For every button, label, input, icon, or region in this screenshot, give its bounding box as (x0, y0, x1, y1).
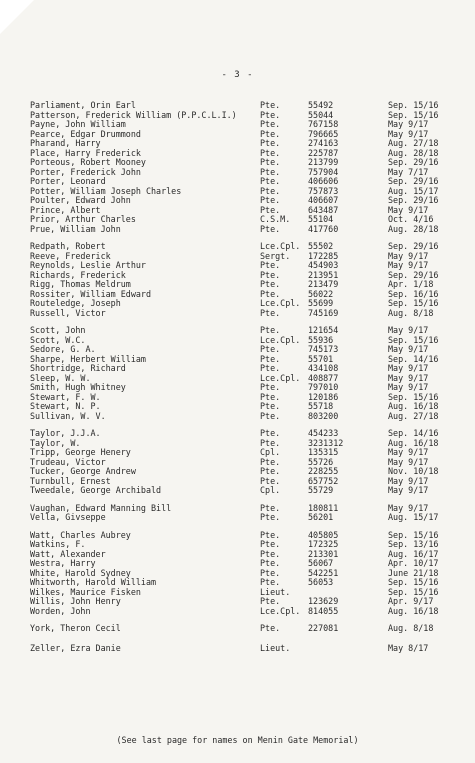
person-name: Pearce, Edgar Drummond (30, 128, 141, 139)
rank: Pte. (260, 363, 281, 373)
person-name: Wilkes, Maurice Fisken (30, 586, 141, 597)
rank: Pte. (260, 466, 281, 476)
service-number: 55936 (308, 334, 334, 345)
date-of-death: Sep. 15/16 (388, 586, 439, 597)
rank: Pte. (260, 548, 281, 559)
person-name: Smith, Hugh Whitney (30, 382, 126, 392)
rank: Lieut. (260, 586, 291, 597)
date-of-death: Apr. 9/17 (388, 596, 434, 606)
service-number: 56067 (308, 558, 334, 568)
service-number: 657752 (308, 475, 339, 486)
service-number: 796665 (308, 128, 339, 139)
person-name: Trudeau, Victor (30, 456, 106, 467)
service-number: 56053 (308, 577, 334, 587)
person-name: Porteous, Robert Mooney (30, 157, 146, 167)
name-group (30, 624, 470, 634)
date-of-death: Apr. 10/17 (388, 558, 439, 568)
person-name: Scott, W.C. (30, 334, 86, 345)
rank: Pte. (260, 512, 281, 522)
name-group (30, 504, 470, 523)
service-number: 56201 (308, 512, 334, 522)
service-number: 213799 (308, 157, 339, 167)
rank: Pte. (260, 195, 281, 205)
person-name: Taylor, W. (30, 437, 81, 448)
service-number: 213301 (308, 548, 339, 559)
date-of-death: Sep. 15/16 (388, 577, 439, 587)
person-name: Parliament, Orin Earl (30, 100, 136, 110)
person-name: Vaughan, Edward Manning Bill (30, 502, 172, 513)
person-name: Russell, Victor (30, 307, 106, 318)
person-name: Shortridge, Richard (30, 363, 126, 373)
service-number: 213951 (308, 269, 339, 280)
person-name: Prior, Arthur Charles (30, 214, 136, 224)
date-of-death: May 9/17 (388, 456, 429, 467)
service-number: 120186 (308, 391, 339, 402)
service-number: 228255 (308, 466, 339, 476)
date-of-death: May 9/17 (388, 372, 429, 383)
date-of-death: Sep. 15/16 (388, 334, 439, 345)
person-name: Turnbull, Ernest (30, 475, 111, 486)
service-number: 55492 (308, 100, 334, 110)
rank: Pte. (260, 344, 281, 354)
rank: Pte. (260, 147, 281, 158)
person-name: Zeller, Ezra Danie (30, 642, 121, 653)
rank: Pte. (260, 502, 281, 513)
rank: Pte. (260, 100, 281, 110)
rank: Lieut. (260, 642, 291, 653)
date-of-death: Sep. 14/16 (388, 353, 439, 364)
person-name: Tweedale, George Archibald (30, 485, 162, 495)
date-of-death: Sep. 29/16 (388, 269, 439, 280)
person-name: Scott, John (30, 325, 86, 335)
rank: Pte. (260, 428, 281, 438)
list-item (30, 513, 470, 523)
name-group (30, 326, 470, 421)
person-name: Reynolds, Leslie Arthur (30, 260, 146, 270)
person-name: Worden, John (30, 605, 91, 616)
rank: Lce.Cpl. (260, 605, 301, 616)
rank: Lce.Cpl. (260, 241, 301, 251)
rank: Pte. (260, 353, 281, 364)
service-number: 55701 (308, 353, 334, 364)
service-number: 643487 (308, 204, 339, 215)
rank: Pte. (260, 185, 281, 196)
date-of-death: May 9/17 (388, 475, 429, 486)
service-number: 757904 (308, 166, 339, 177)
date-of-death: May 9/17 (388, 204, 429, 215)
date-of-death: Aug. 16/18 (388, 437, 439, 448)
person-name: Watt, Charles Aubrey (30, 529, 131, 540)
rank: Pte. (260, 475, 281, 486)
rank: Pte. (260, 166, 281, 177)
name-group (30, 242, 470, 318)
rank: Lce.Cpl. (260, 372, 301, 383)
rank: Pte. (260, 269, 281, 280)
rank: Pte. (260, 279, 281, 289)
service-number: 55502 (308, 241, 334, 251)
date-of-death: May 9/17 (388, 382, 429, 392)
person-name: Stewart, F. W. (30, 391, 101, 402)
service-number: 180811 (308, 502, 339, 513)
service-number: 3231312 (308, 437, 344, 448)
person-name: Westra, Harry (30, 558, 96, 568)
rank: Pte. (260, 567, 281, 578)
person-name: Watt, Alexander (30, 548, 106, 559)
service-number: 405805 (308, 529, 339, 540)
person-name: Willis, John Henry (30, 596, 121, 606)
person-name: York, Theron Cecil (30, 623, 121, 633)
rank: Pte. (260, 456, 281, 467)
service-number: 757873 (308, 185, 339, 196)
date-of-death: Sep. 14/16 (388, 428, 439, 438)
rank: Pte. (260, 288, 281, 299)
date-of-death: May 9/17 (388, 485, 429, 495)
date-of-death: Aug. 15/17 (388, 512, 439, 522)
service-number: 227081 (308, 623, 339, 633)
date-of-death: May 9/17 (388, 260, 429, 270)
list-item (30, 644, 470, 654)
service-number: 803200 (308, 410, 339, 421)
list-item (30, 225, 470, 235)
date-of-death: Sep. 15/16 (388, 391, 439, 402)
service-number: 434108 (308, 363, 339, 373)
service-number: 814055 (308, 605, 339, 616)
date-of-death: Oct. 4/16 (388, 214, 434, 224)
person-name: Taylor, J.J.A. (30, 428, 101, 438)
rank: Pte. (260, 391, 281, 402)
date-of-death: Aug. 15/17 (388, 185, 439, 196)
date-of-death: Sep. 29/16 (388, 176, 439, 186)
date-of-death: Sep. 16/16 (388, 288, 439, 299)
person-name: Rossiter, William Edward (30, 288, 152, 299)
rank: Pte. (260, 204, 281, 215)
service-number: 745173 (308, 344, 339, 354)
person-name: Vella, Givseppe (30, 512, 106, 522)
rank: Pte. (260, 437, 281, 448)
service-number: 417760 (308, 223, 339, 234)
rank: Sergt. (260, 250, 291, 261)
list-item (30, 309, 470, 319)
date-of-death: Sep. 29/16 (388, 195, 439, 205)
date-of-death: Aug. 8/18 (388, 623, 434, 633)
service-number: 55718 (308, 401, 334, 411)
name-group (30, 644, 470, 654)
service-number: 55726 (308, 456, 334, 467)
footer-note: (See last page for names on Menin Gate Memorial) (116, 735, 359, 745)
date-of-death: May 7/17 (388, 166, 429, 177)
service-number: 55729 (308, 485, 334, 495)
person-name: Tripp, George Henery (30, 447, 131, 457)
person-name: Routeledge, Joseph (30, 298, 121, 308)
date-of-death: May 9/17 (388, 363, 429, 373)
rank: Pte. (260, 138, 281, 148)
list-item (30, 412, 470, 422)
date-of-death: Aug. 27/18 (388, 138, 439, 148)
rank: Pte. (260, 176, 281, 186)
date-of-death: May 9/17 (388, 128, 429, 139)
service-number: 745169 (308, 307, 339, 318)
person-name: White, Harold Sydney (30, 567, 131, 578)
rank: Lce.Cpl. (260, 298, 301, 308)
service-number: 123629 (308, 596, 339, 606)
rank: Pte. (260, 109, 281, 120)
rank: Pte. (260, 410, 281, 421)
list-item (30, 486, 470, 496)
service-number: 274163 (308, 138, 339, 148)
page-number: - 3 - (221, 70, 254, 80)
person-name: Rigg, Thomas Meldrum (30, 279, 131, 289)
rank: Pte. (260, 596, 281, 606)
person-name: Sharpe, Herbert William (30, 353, 146, 364)
date-of-death: Sep. 15/16 (388, 529, 439, 540)
person-name: Stewart, N. P. (30, 401, 101, 411)
service-number: 55044 (308, 109, 334, 120)
date-of-death: Aug. 28/18 (388, 223, 439, 234)
service-number: 172285 (308, 250, 339, 261)
person-name: Potter, William Joseph Charles (30, 185, 182, 196)
service-number: 55699 (308, 298, 334, 308)
service-number: 213479 (308, 279, 339, 289)
date-of-death: Aug. 8/18 (388, 307, 434, 318)
date-of-death: Sep. 15/16 (388, 100, 439, 110)
service-number: 172325 (308, 539, 339, 549)
rank: C.S.M. (260, 214, 291, 224)
date-of-death: May 9/17 (388, 447, 429, 457)
rank: Pte. (260, 325, 281, 335)
person-name: Porter, Frederick John (30, 166, 141, 177)
service-number: 406607 (308, 195, 339, 205)
date-of-death: May 9/17 (388, 502, 429, 513)
person-name: Whitworth, Harold William (30, 577, 157, 587)
person-name: Prue, William John (30, 223, 121, 234)
rank: Pte. (260, 401, 281, 411)
casualty-list (30, 101, 470, 661)
person-name: Reeve, Frederick (30, 250, 111, 261)
service-number: 121654 (308, 325, 339, 335)
person-name: Patterson, Frederick William (P.P.C.L.I.) (30, 109, 237, 120)
date-of-death: Aug. 16/17 (388, 548, 439, 559)
rank: Cpl. (260, 447, 281, 457)
rank: Pte. (260, 260, 281, 270)
service-number: 542251 (308, 567, 339, 578)
service-number: 55104 (308, 214, 334, 224)
date-of-death: May 9/17 (388, 325, 429, 335)
person-name: Watkins, F. (30, 539, 86, 549)
name-group (30, 429, 470, 496)
rank: Pte. (260, 577, 281, 587)
service-number: 767158 (308, 119, 339, 129)
rank: Pte. (260, 623, 281, 633)
rank: Pte. (260, 529, 281, 540)
folded-corner (0, 0, 34, 34)
person-name: Pharand, Harry (30, 138, 101, 148)
person-name: Richards, Frederick (30, 269, 126, 280)
rank: Pte. (260, 307, 281, 318)
rank: Pte. (260, 119, 281, 129)
date-of-death: Sep. 15/16 (388, 298, 439, 308)
service-number: 406606 (308, 176, 339, 186)
date-of-death: May 9/17 (388, 119, 429, 129)
date-of-death: Aug. 27/18 (388, 410, 439, 421)
list-item (30, 624, 470, 634)
rank: Cpl. (260, 485, 281, 495)
date-of-death: Sep. 15/16 (388, 109, 439, 120)
date-of-death: Aug. 16/18 (388, 401, 439, 411)
service-number: 797010 (308, 382, 339, 392)
date-of-death: May 8/17 (388, 642, 429, 653)
person-name: Sleep, W. W. (30, 372, 91, 383)
date-of-death: Aug. 28/18 (388, 147, 439, 158)
person-name: Redpath, Robert (30, 241, 106, 251)
person-name: Sullivan, W. V. (30, 410, 106, 421)
date-of-death: Apr. 1/18 (388, 279, 434, 289)
service-number: 408877 (308, 372, 339, 383)
person-name: Prince, Albert (30, 204, 101, 215)
service-number: 454233 (308, 428, 339, 438)
person-name: Porter, Leonard (30, 176, 106, 186)
person-name: Payne, John William (30, 119, 126, 129)
date-of-death: Sep. 13/16 (388, 539, 439, 549)
date-of-death: May 9/17 (388, 250, 429, 261)
rank: Pte. (260, 128, 281, 139)
person-name: Place, Harry Frederick (30, 147, 141, 158)
date-of-death: Sep. 29/16 (388, 157, 439, 167)
date-of-death: June 21/18 (388, 567, 439, 578)
service-number: 454903 (308, 260, 339, 270)
person-name: Poulter, Edward John (30, 195, 131, 205)
rank: Pte. (260, 382, 281, 392)
date-of-death: Sep. 29/16 (388, 241, 439, 251)
rank: Lce.Cpl. (260, 334, 301, 345)
rank: Pte. (260, 157, 281, 167)
date-of-death: Aug. 16/18 (388, 605, 439, 616)
person-name: Sedore, G. A. (30, 344, 96, 354)
list-item (30, 607, 470, 617)
service-number: 135315 (308, 447, 339, 457)
name-group (30, 101, 470, 234)
date-of-death: May 9/17 (388, 344, 429, 354)
service-number: 225787 (308, 147, 339, 158)
rank: Pte. (260, 223, 281, 234)
rank: Pte. (260, 558, 281, 568)
person-name: Tucker, George Andrew (30, 466, 136, 476)
date-of-death: Nov. 10/18 (388, 466, 439, 476)
name-group (30, 531, 470, 617)
service-number: 56022 (308, 288, 334, 299)
rank: Pte. (260, 539, 281, 549)
